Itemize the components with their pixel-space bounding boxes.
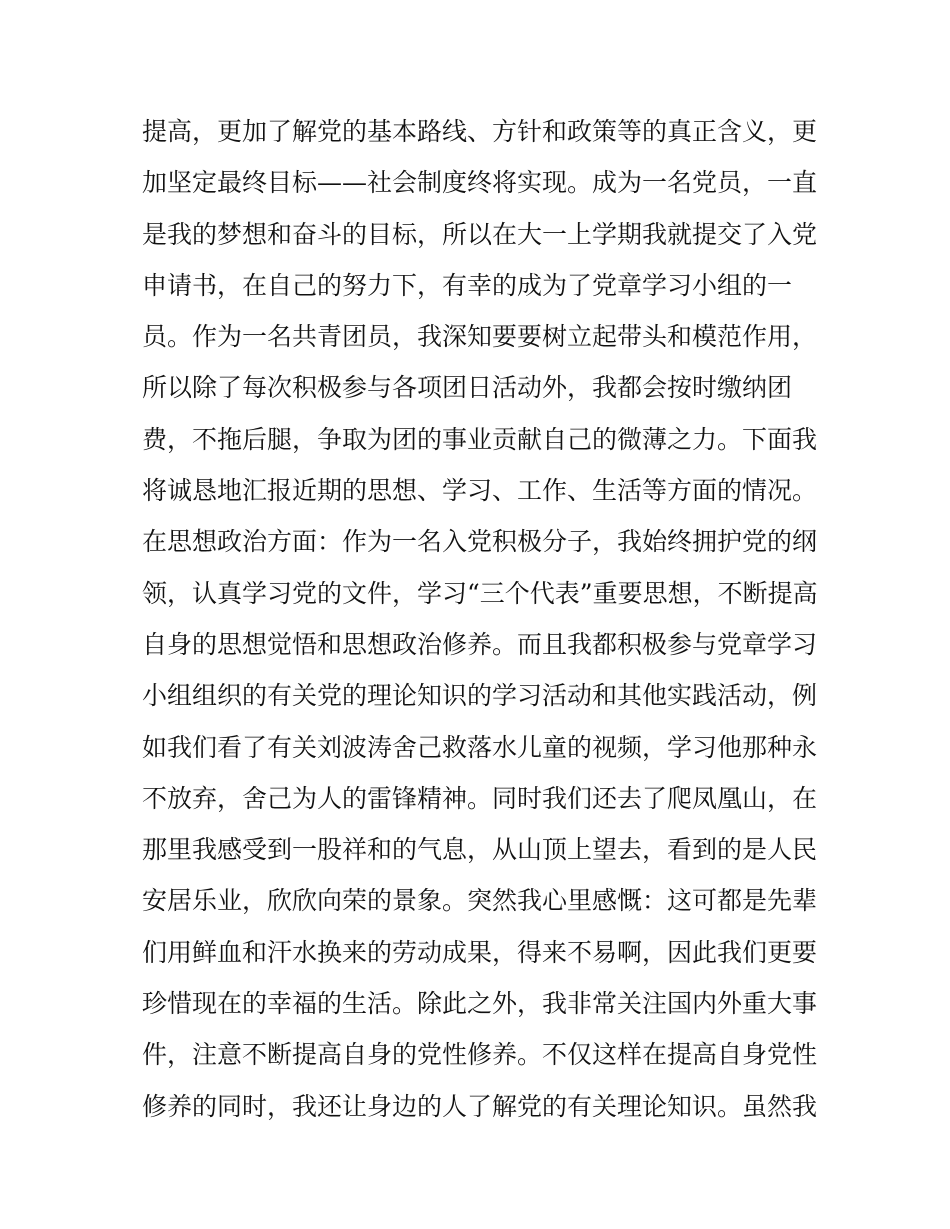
text-line: 费，不拖后腿，争取为团的事业贡献自己的微薄之力。下面我 xyxy=(142,424,818,454)
text-line: 小组组织的有关党的理论知识的学习活动和其他实践活动，例 xyxy=(142,681,818,711)
body-text xyxy=(142,106,822,1132)
text-line: 件，注意不断提高自身的党性修养。不仅这样在提高自身党性 xyxy=(142,1040,818,1070)
text-line: 如我们看了有关刘波涛舍己救落水儿童的视频，学习他那种永 xyxy=(142,732,818,762)
text-line: 员。作为一名共青团员，我深知要要树立起带头和模范作用， xyxy=(142,322,818,352)
text-line: 申请书，在自己的努力下，有幸的成为了党章学习小组的一 xyxy=(142,270,793,300)
text-line: 们用鲜血和汗水换来的劳动成果，得来不易啊，因此我们更要 xyxy=(142,937,818,967)
text-line: 加坚定最终目标——社会制度终将实现。成为一名党员，一直 xyxy=(142,168,818,198)
text-line: 珍惜现在的幸福的生活。除此之外，我非常关注国内外重大事 xyxy=(142,989,818,1019)
text-line: 提高，更加了解党的基本路线、方针和政策等的真正含义，更 xyxy=(142,117,818,146)
text-line: 是我的梦想和奋斗的目标，所以在大一上学期我就提交了入党 xyxy=(142,219,818,249)
text-line: 自身的思想觉悟和思想政治修养。而且我都积极参与党章学习 xyxy=(142,629,818,659)
text-line: 安居乐业，欣欣向荣的景象。突然我心里感慨：这可都是先辈 xyxy=(142,886,818,916)
text-line: 在思想政治方面：作为一名入党积极分子，我始终拥护党的纲 xyxy=(142,527,818,557)
text-line: 领，认真学习党的文件，学习“三个代表”重要思想，不断提高 xyxy=(142,578,818,608)
text-line: 那里我感受到一股祥和的气息，从山顶上望去，看到的是人民 xyxy=(142,835,818,865)
text-line: 将诚恳地汇报近期的思想、学习、工作、生活等方面的情况。 xyxy=(142,476,818,506)
text-line: 不放弃，舍己为人的雷锋精神。同时我们还去了爬凤凰山，在 xyxy=(142,783,818,813)
text-line: 所以除了每次积极参与各项团日活动外，我都会按时缴纳团 xyxy=(142,373,793,403)
text-line: 修养的同时，我还让身边的人了解党的有关理论知识。虽然我 xyxy=(142,1091,818,1121)
